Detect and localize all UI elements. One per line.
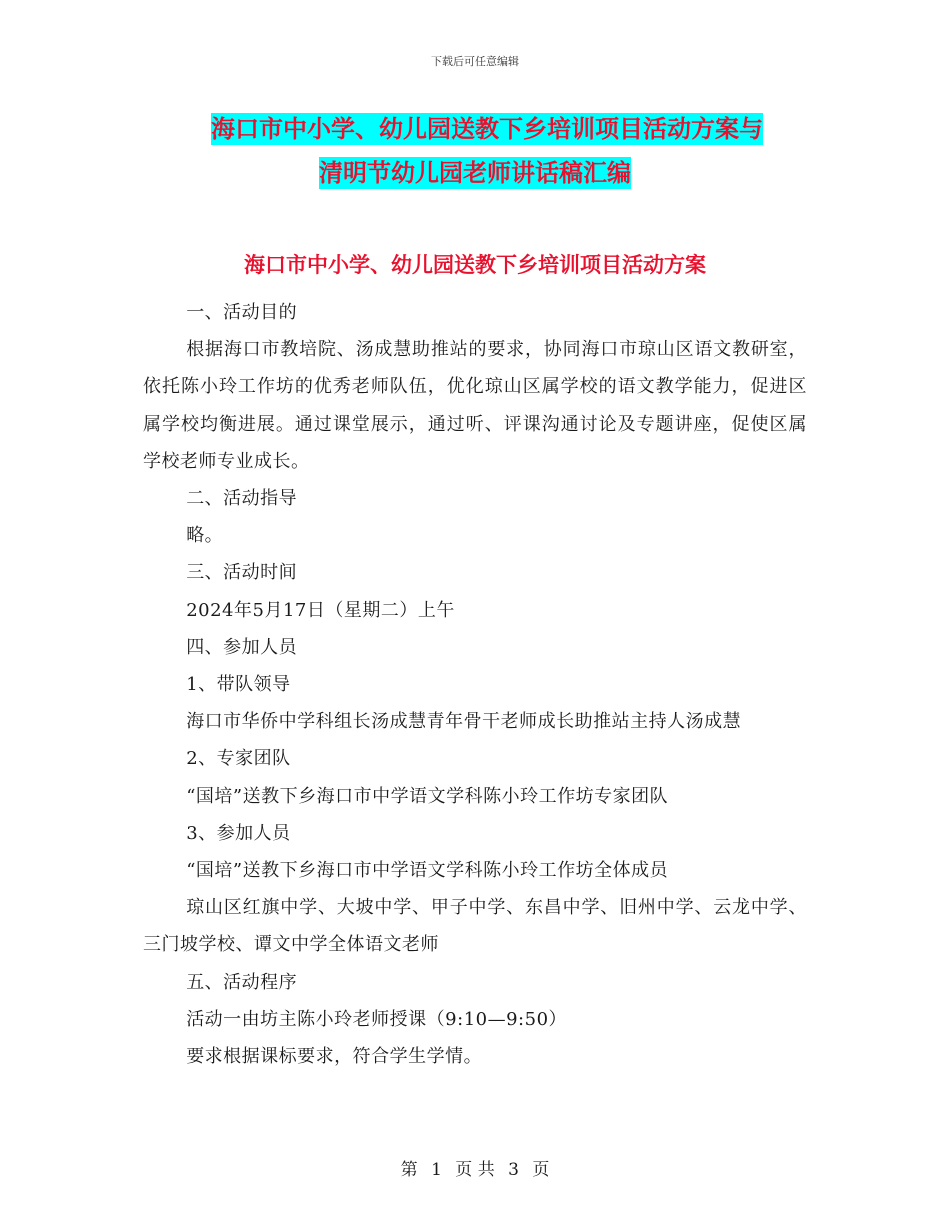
document-body	[143, 294, 807, 1075]
page-footer	[0, 1155, 950, 1180]
heading-purpose: 一、活动目的	[186, 302, 298, 323]
heading-guidance: 二、活动指导	[186, 488, 298, 510]
paragraph-purpose: 根据海口市教培院、汤成慧助推站的要求，协同海口市琼山区语文教研室，依托陈小玲工作坊的优秀老师队伍，优化琼山区属学校的语文教学能力，促进区属学校均衡进展。通过课堂展示，通过听、评课沟通讨论及专题讲座，促使区属学校老师专业成长。	[143, 339, 807, 472]
document-title-line-1	[0, 114, 950, 144]
footer-total-pages: 3	[508, 1160, 519, 1180]
subheading-leaders: 1、带队领导	[186, 674, 291, 696]
heading-procedure: 五、活动程序	[186, 971, 298, 993]
subheading-attendees: 3、参加人员	[186, 822, 291, 844]
subheading-experts: 2、专家团队	[186, 748, 291, 770]
paragraph-requirement: 要求根据课标要求，符合学生学情。	[186, 1046, 483, 1068]
paragraph-experts: “国培”送教下乡海口市中学语文学科陈小玲工作坊专家团队	[186, 785, 669, 807]
heading-participants: 四、参加人员	[186, 636, 298, 658]
footer-middle: 页 共	[455, 1160, 495, 1180]
paragraph-activity-one: 活动一由坊主陈小玲老师授课（9:10—9:50）	[186, 1008, 568, 1030]
footer-prefix: 第	[400, 1160, 418, 1180]
paragraph-time: 2024年5月17日（星期二）上午	[186, 599, 455, 621]
heading-time: 三、活动时间	[186, 562, 298, 584]
title-line-2-text: 清明节幼儿园老师讲话稿汇编	[319, 159, 631, 187]
document-title-line-2	[0, 158, 950, 188]
paragraph-leaders: 海口市华侨中学科组长汤成慧青年骨干老师成长助推站主持人汤成慧	[186, 711, 742, 733]
footer-suffix: 页	[532, 1160, 550, 1180]
title-line-1-text: 海口市中小学、幼儿园送教下乡培训项目活动方案与	[211, 115, 763, 143]
paragraph-guidance: 略。	[186, 525, 224, 547]
footer-page-number: 1	[431, 1160, 442, 1180]
paragraph-attendees-1: “国培”送教下乡海口市中学语文学科陈小玲工作坊全体成员	[186, 860, 669, 882]
paragraph-attendees-2: 琼山区红旗中学、大坡中学、甲子中学、东昌中学、旧州中学、云龙中学、三门坡学校、谭文中学全体语文老师	[143, 897, 807, 956]
section-title: 海口市中小学、幼儿园送教下乡培训项目活动方案	[244, 253, 706, 277]
header-note: 下载后可任意编辑	[431, 55, 519, 68]
